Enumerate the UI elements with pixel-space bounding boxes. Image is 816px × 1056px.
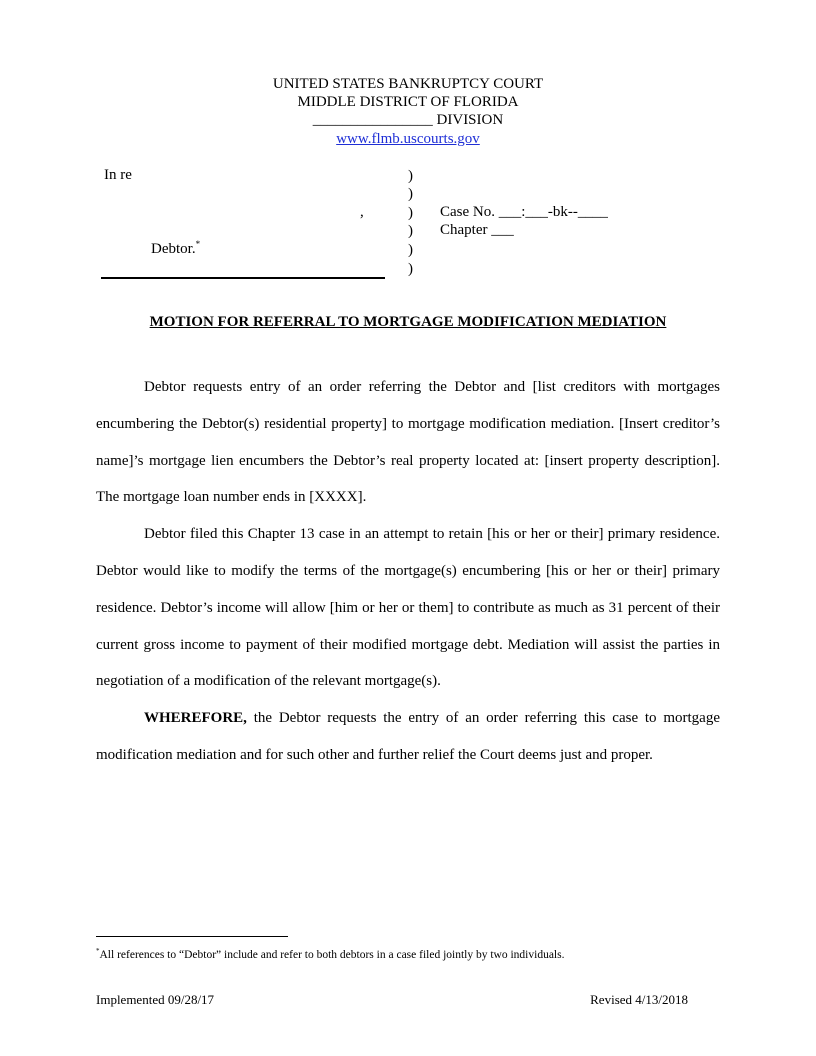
debtor-name-comma: , — [360, 204, 364, 220]
caption-paren: ) — [408, 205, 413, 221]
caption-paren: ) — [408, 223, 413, 239]
revised-date: Revised 4/13/2018 — [590, 992, 688, 1007]
footnote-text: All references to “Debtor” include and refer to both debtors in a case filed jointly by two individuals. — [99, 948, 565, 961]
caption-paren: ) — [408, 242, 413, 258]
caption-divider — [101, 277, 385, 279]
case-number: Case No. ___:___-bk--____ — [440, 204, 608, 220]
caption-paren: ) — [408, 168, 413, 184]
court-website-line — [0, 130, 816, 148]
court-website-link[interactable]: www.flmb.uscourts.gov — [336, 131, 480, 147]
footnote — [96, 944, 564, 962]
wherefore-text: the Debtor requests the entry of an order referring this case to mortgage modification mediation and for such other and further relief the Court deems just and proper. — [96, 710, 720, 763]
chapter-number: Chapter ___ — [440, 222, 514, 238]
motion-body — [96, 369, 720, 774]
footnote-mark: * — [96, 947, 100, 955]
division-line: ________________ DIVISION — [312, 112, 504, 128]
in-re-label: In re — [104, 167, 132, 183]
caption-paren: ) — [408, 261, 413, 277]
wherefore-label: WHEREFORE, — [144, 710, 247, 727]
body-paragraph-3 — [96, 700, 720, 774]
body-paragraph-1: Debtor requests entry of an order referring the Debtor and [list creditors with mortgages encumbering the Debtor(s) residential property] to mortgage modification mediation. [Insert creditor’s name]’s mortgage lien encumbers the Debtor’s real property located at: [insert property description]. The mortgage loan number ends in [XXXX]. — [96, 379, 720, 506]
debtor-label — [151, 241, 200, 258]
debtor-label-text: Debtor. — [151, 241, 196, 257]
footnote-reference-mark: * — [195, 239, 201, 249]
district-name: MIDDLE DISTRICT OF FLORIDA — [297, 94, 519, 110]
footnote-divider — [96, 936, 288, 937]
implemented-date: Implemented 09/28/17 — [96, 992, 215, 1007]
document-title: MOTION FOR REFERRAL TO MORTGAGE MODIFICATION MEDIATION — [149, 314, 667, 330]
court-name: UNITED STATES BANKRUPTCY COURT — [272, 76, 544, 92]
caption-paren: ) — [408, 186, 413, 202]
body-paragraph-2: Debtor filed this Chapter 13 case in an attempt to retain [his or her or their] primary residence. Debtor would like to modify the terms of the mortgage(s) encumbering [his or her or their] primary residence. Debtor’s income will allow [him or her or them] to contribute as much as 31 percent of their current gross income to payment of their modified mortgage debt. Mediation will assist the parties in negotiation of a modification of the relevant mortgage(s). — [96, 526, 720, 690]
